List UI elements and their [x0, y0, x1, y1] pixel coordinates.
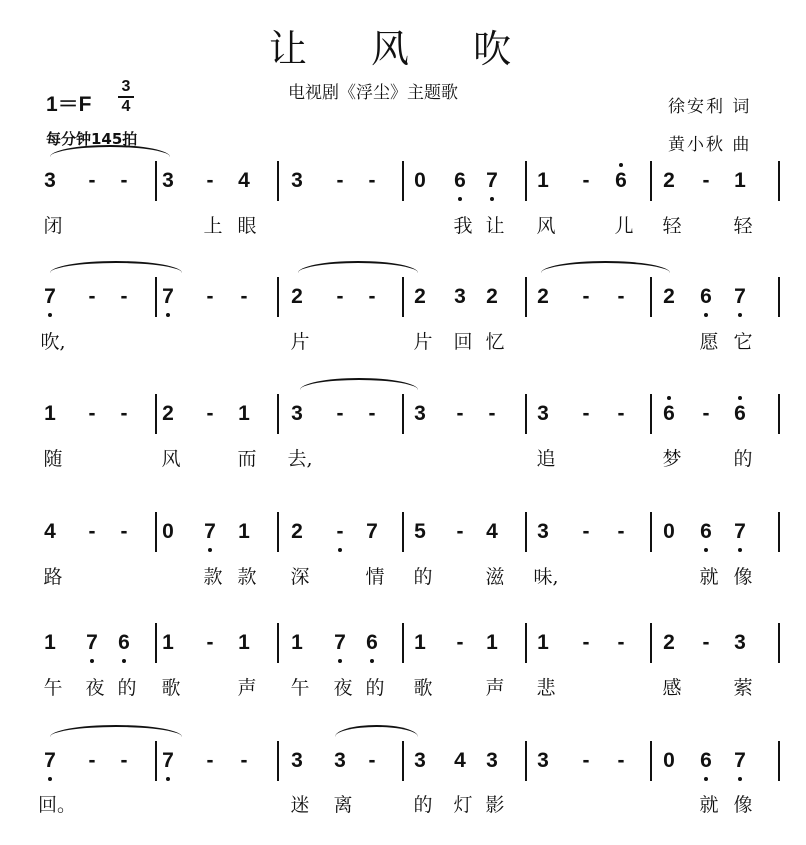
note: -	[456, 631, 464, 654]
lyric: 歌	[161, 677, 181, 699]
note: 4	[238, 169, 250, 192]
lyric: 轻	[662, 215, 682, 237]
bar-line	[155, 741, 157, 781]
low-octave-dot	[490, 197, 494, 201]
note: 7	[734, 749, 746, 772]
note: 7	[486, 169, 498, 192]
lyric: 影	[485, 794, 505, 816]
note: 3	[537, 749, 549, 772]
low-octave-dot	[738, 548, 742, 552]
note: 2	[291, 520, 303, 543]
lyric: 的	[413, 794, 433, 816]
slur-tie	[335, 725, 418, 737]
composer-credit: 黄小秋 曲	[668, 135, 752, 155]
bar-line	[778, 623, 780, 663]
bar-line	[402, 512, 404, 552]
note: 2	[663, 169, 675, 192]
lyric: 片	[290, 331, 310, 353]
note: 0	[414, 169, 426, 192]
lyric: 滋	[485, 566, 505, 588]
bar-line	[155, 277, 157, 317]
lyric: 款	[237, 566, 257, 588]
low-octave-dot	[48, 777, 52, 781]
note: -	[488, 402, 496, 425]
low-octave-dot	[738, 313, 742, 317]
slur-tie	[50, 725, 182, 737]
note: 3	[537, 402, 549, 425]
note: 3	[334, 749, 346, 772]
lyric: 像	[733, 566, 753, 588]
note: 1	[238, 631, 250, 654]
bar-line	[650, 512, 652, 552]
note: -	[702, 169, 710, 192]
note: 3	[734, 631, 746, 654]
bar-line	[525, 277, 527, 317]
note: 6	[366, 631, 378, 654]
note: 3	[537, 520, 549, 543]
low-octave-dot	[90, 659, 94, 663]
bar-line	[778, 394, 780, 434]
slur-tie	[298, 261, 418, 273]
note: 0	[663, 520, 675, 543]
note: 7	[162, 285, 174, 308]
note: 3	[486, 749, 498, 772]
note: 7	[44, 285, 56, 308]
note: 7	[162, 749, 174, 772]
note: 6	[663, 402, 675, 425]
note: -	[617, 285, 625, 308]
bar-line	[402, 741, 404, 781]
note: 1	[162, 631, 174, 654]
lyric: 而	[237, 448, 257, 470]
note: -	[240, 285, 248, 308]
lyric: 风	[161, 448, 181, 470]
note: 1	[537, 169, 549, 192]
bar-line	[402, 394, 404, 434]
note: 7	[334, 631, 346, 654]
lyric: 路	[43, 566, 63, 588]
high-octave-dot	[738, 396, 742, 400]
bar-line	[778, 277, 780, 317]
note: -	[120, 285, 128, 308]
note: -	[120, 749, 128, 772]
lyric: 眼	[237, 215, 257, 237]
low-octave-dot	[458, 197, 462, 201]
note: -	[582, 631, 590, 654]
lyric: 歌	[413, 677, 433, 699]
note: -	[368, 169, 376, 192]
lyric: 午	[290, 677, 310, 699]
low-octave-dot	[166, 313, 170, 317]
note: -	[206, 285, 214, 308]
note: 1	[238, 520, 250, 543]
lyric: 情	[365, 566, 385, 588]
note: -	[206, 631, 214, 654]
note: -	[206, 169, 214, 192]
bar-line	[402, 623, 404, 663]
note: -	[336, 402, 344, 425]
note: -	[617, 402, 625, 425]
bar-line	[778, 512, 780, 552]
low-octave-dot	[338, 548, 342, 552]
note: -	[582, 285, 590, 308]
low-octave-dot	[338, 659, 342, 663]
note: -	[456, 520, 464, 543]
note: -	[582, 169, 590, 192]
note: -	[336, 169, 344, 192]
song-subtitle: 电视剧《浮尘》主题歌	[288, 83, 458, 103]
note: 7	[86, 631, 98, 654]
note: 7	[204, 520, 216, 543]
note: 2	[663, 631, 675, 654]
low-octave-dot	[208, 548, 212, 552]
note: 3	[291, 749, 303, 772]
note: -	[120, 520, 128, 543]
note: 6	[700, 285, 712, 308]
bar-line	[277, 394, 279, 434]
note: -	[617, 520, 625, 543]
bar-line	[778, 161, 780, 201]
lyric: 随	[43, 448, 63, 470]
note: -	[456, 402, 464, 425]
lyric: 夜	[333, 677, 353, 699]
note: 6	[734, 402, 746, 425]
bar-line	[525, 512, 527, 552]
bar-line	[277, 161, 279, 201]
bar-line	[650, 277, 652, 317]
low-octave-dot	[122, 659, 126, 663]
note: -	[88, 402, 96, 425]
bar-line	[650, 394, 652, 434]
lyric: 感	[662, 677, 682, 699]
note: -	[206, 749, 214, 772]
note: 4	[454, 749, 466, 772]
bar-line	[277, 623, 279, 663]
bar-line	[155, 623, 157, 663]
note: 6	[454, 169, 466, 192]
lyric: 上	[203, 215, 223, 237]
note: -	[88, 749, 96, 772]
note: 3	[44, 169, 56, 192]
note: 6	[118, 631, 130, 654]
note: 3	[291, 402, 303, 425]
lyric: 迷	[290, 794, 310, 816]
note: -	[120, 402, 128, 425]
note: 3	[291, 169, 303, 192]
bar-line	[525, 161, 527, 201]
time-signature	[118, 78, 134, 116]
bar-line	[155, 394, 157, 434]
lyric: 就	[699, 794, 719, 816]
key-signature: 1＝F	[46, 93, 92, 116]
bar-line	[650, 623, 652, 663]
bar-line	[277, 741, 279, 781]
lyric: 闭	[43, 215, 63, 237]
lyric: 味,	[533, 566, 559, 588]
lyric: 它	[733, 331, 753, 353]
bar-line	[402, 161, 404, 201]
note: 5	[414, 520, 426, 543]
note: -	[582, 749, 590, 772]
note: 1	[734, 169, 746, 192]
lyric: 追	[536, 448, 556, 470]
low-octave-dot	[704, 313, 708, 317]
note: 6	[700, 749, 712, 772]
lyric: 我	[453, 215, 473, 237]
lyric: 的	[733, 448, 753, 470]
lyric: 深	[290, 566, 310, 588]
note: 2	[414, 285, 426, 308]
high-octave-dot	[667, 396, 671, 400]
lyric: 的	[117, 677, 137, 699]
lyric: 午	[43, 677, 63, 699]
note: -	[368, 285, 376, 308]
note: -	[368, 402, 376, 425]
note: 2	[537, 285, 549, 308]
note: 7	[734, 285, 746, 308]
bar-line	[778, 741, 780, 781]
meter-bottom: 4	[121, 98, 131, 115]
low-octave-dot	[704, 777, 708, 781]
note: -	[702, 402, 710, 425]
lyric: 愿	[699, 331, 719, 353]
note: -	[582, 402, 590, 425]
note: 2	[663, 285, 675, 308]
lyric: 的	[413, 566, 433, 588]
note: 3	[414, 402, 426, 425]
low-octave-dot	[704, 548, 708, 552]
note: -	[206, 402, 214, 425]
note: -	[617, 631, 625, 654]
note: 1	[44, 402, 56, 425]
slur-tie	[300, 378, 418, 390]
note: -	[368, 749, 376, 772]
note: -	[582, 520, 590, 543]
lyric: 轻	[733, 215, 753, 237]
note: -	[336, 520, 344, 543]
bar-line	[277, 277, 279, 317]
bar-line	[402, 277, 404, 317]
note: 7	[44, 749, 56, 772]
lyric: 灯	[453, 794, 473, 816]
note: 4	[486, 520, 498, 543]
low-octave-dot	[48, 313, 52, 317]
note: 3	[414, 749, 426, 772]
note: 1	[486, 631, 498, 654]
note: 1	[537, 631, 549, 654]
lyric: 片	[413, 331, 433, 353]
bar-line	[525, 394, 527, 434]
lyric: 让	[485, 215, 505, 237]
lyric: 儿	[614, 215, 634, 237]
note: 2	[486, 285, 498, 308]
slur-tie	[50, 261, 182, 273]
song-title: 让 风 吹	[268, 27, 538, 71]
lyric: 夜	[85, 677, 105, 699]
meter-top: 3	[118, 78, 134, 98]
lyric: 去,	[287, 448, 313, 470]
slur-tie	[541, 261, 670, 273]
lyric: 回	[453, 331, 473, 353]
note: 1	[414, 631, 426, 654]
note: -	[88, 285, 96, 308]
note: -	[120, 169, 128, 192]
note: 2	[291, 285, 303, 308]
note: 1	[291, 631, 303, 654]
note: 1	[44, 631, 56, 654]
lyric: 吹,	[40, 331, 66, 353]
note: 6	[615, 169, 627, 192]
note: 1	[238, 402, 250, 425]
bar-line	[525, 741, 527, 781]
lyric: 像	[733, 794, 753, 816]
note: 3	[454, 285, 466, 308]
low-octave-dot	[166, 777, 170, 781]
lyric: 风	[536, 215, 556, 237]
note: 7	[734, 520, 746, 543]
lyric: 款	[203, 566, 223, 588]
note: 7	[366, 520, 378, 543]
bar-line	[155, 161, 157, 201]
lyric: 离	[333, 794, 353, 816]
bar-line	[650, 161, 652, 201]
note: -	[240, 749, 248, 772]
note: -	[88, 169, 96, 192]
lyric: 梦	[662, 448, 682, 470]
lyric: 的	[365, 677, 385, 699]
note: 4	[44, 520, 56, 543]
note: 0	[162, 520, 174, 543]
lyric: 萦	[733, 677, 753, 699]
lyric: 回。	[38, 794, 77, 816]
note: -	[336, 285, 344, 308]
note: 6	[700, 520, 712, 543]
low-octave-dot	[370, 659, 374, 663]
high-octave-dot	[619, 163, 623, 167]
lyric: 就	[699, 566, 719, 588]
bar-line	[277, 512, 279, 552]
note: 3	[162, 169, 174, 192]
bar-line	[525, 623, 527, 663]
lyricist-credit: 徐安利 词	[668, 97, 752, 117]
bar-line	[650, 741, 652, 781]
note: 2	[162, 402, 174, 425]
note: -	[617, 749, 625, 772]
lyric: 忆	[485, 331, 505, 353]
lyric: 悲	[536, 677, 556, 699]
tempo-marking: 每分钟145拍	[46, 130, 138, 148]
note: -	[702, 631, 710, 654]
lyric: 声	[237, 677, 257, 699]
lyric: 声	[485, 677, 505, 699]
note: 0	[663, 749, 675, 772]
low-octave-dot	[738, 777, 742, 781]
bar-line	[155, 512, 157, 552]
note: -	[88, 520, 96, 543]
